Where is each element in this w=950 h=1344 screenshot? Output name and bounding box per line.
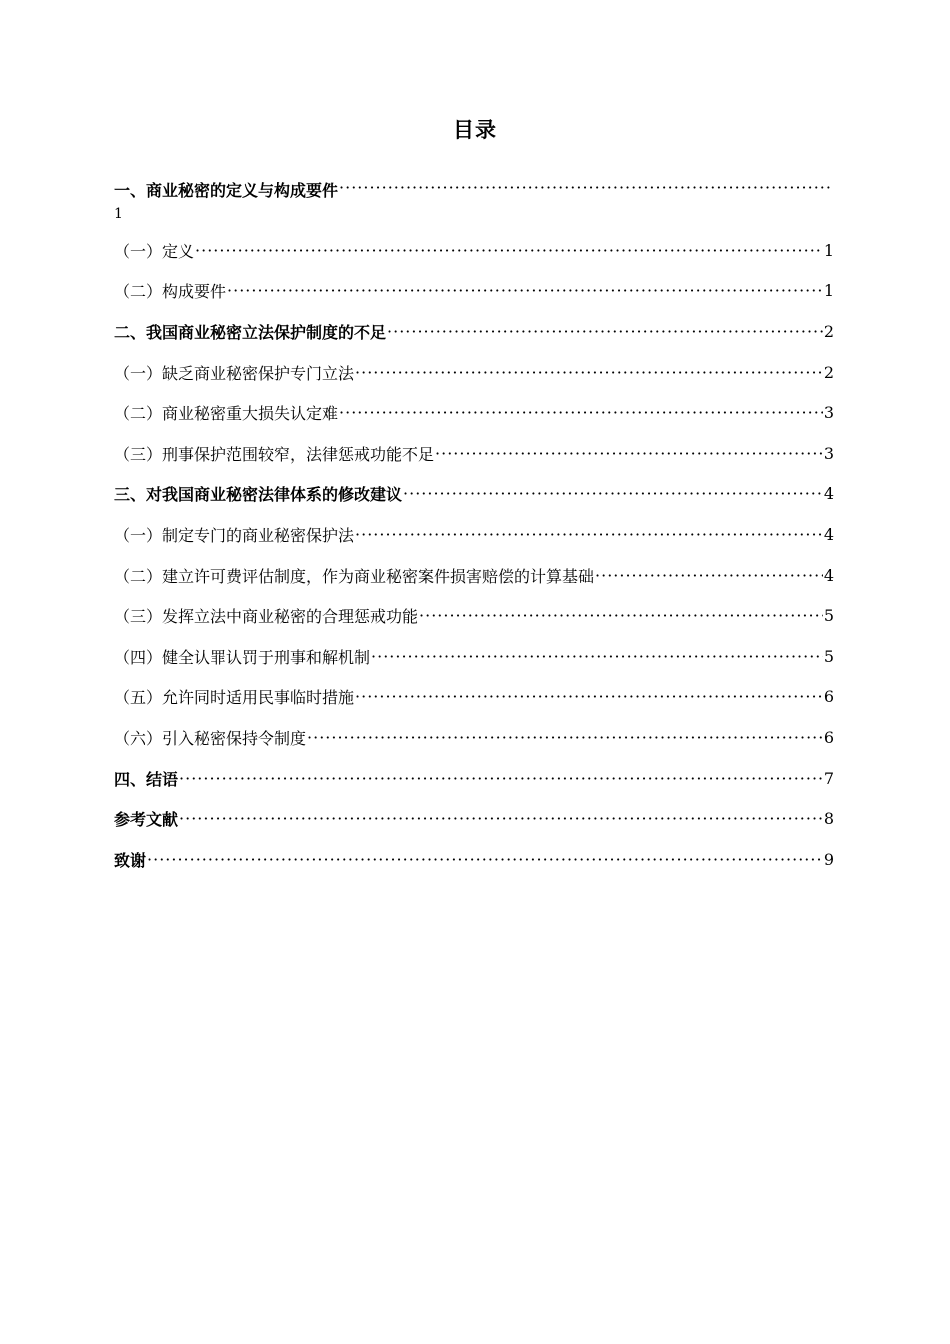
dot-leader (147, 850, 823, 869)
dot-leader (195, 241, 823, 260)
dot-leader (387, 322, 823, 341)
toc-entry[interactable] (114, 839, 834, 880)
toc-entry-page: 9 (823, 849, 834, 869)
toc-entry-text: （三）刑事保护范围较窄，法律惩戒功能不足 (114, 444, 435, 464)
toc-entry-page: 4 (823, 524, 834, 544)
toc-entry[interactable] (114, 271, 834, 312)
toc-entry-page: 1 (114, 206, 123, 222)
toc-entry-text: （二）构成要件 (114, 282, 227, 302)
toc-entry[interactable] (114, 636, 834, 677)
dot-leader (339, 403, 823, 422)
dot-leader (339, 178, 833, 197)
dot-leader (307, 728, 823, 747)
toc-entry-page: 3 (823, 443, 834, 463)
toc-entry-page: 4 (823, 484, 834, 504)
toc-entry-text: 四、结语 (114, 769, 179, 789)
toc-entry-page: 6 (823, 727, 834, 747)
dot-leader (179, 769, 823, 788)
table-of-contents (114, 172, 834, 880)
dot-leader (435, 444, 823, 463)
toc-entry-text: 三、对我国商业秘密法律体系的修改建议 (114, 485, 403, 505)
toc-entry-page: 4 (823, 565, 834, 585)
toc-entry-page: 2 (823, 362, 834, 382)
dot-leader (419, 606, 823, 625)
toc-entry[interactable] (114, 758, 834, 799)
dot-leader (371, 647, 823, 666)
toc-entry-page: 1 (823, 240, 834, 260)
dot-leader (227, 281, 823, 300)
toc-entry[interactable] (114, 514, 834, 555)
toc-entry-text: （一）定义 (114, 241, 195, 261)
toc-entry-text: （四）健全认罪认罚于刑事和解机制 (114, 647, 371, 667)
toc-entry-text: （五）允许同时适用民事临时措施 (114, 688, 355, 708)
toc-entry-page: 6 (823, 687, 834, 707)
toc-entry-text: 二、我国商业秘密立法保护制度的不足 (114, 322, 387, 342)
dot-leader (355, 363, 823, 382)
toc-entry-text: 参考文献 (114, 810, 179, 830)
toc-entry[interactable] (114, 352, 834, 393)
toc-entry-text: （一）制定专门的商业秘密保护法 (114, 525, 355, 545)
toc-entry-page: 2 (823, 321, 834, 341)
toc-entry-page: 3 (823, 403, 834, 423)
toc-entry-page: 8 (823, 809, 834, 829)
toc-entry-text: （三）发挥立法中商业秘密的合理惩戒功能 (114, 607, 419, 627)
toc-entry[interactable] (114, 230, 834, 271)
dot-leader (355, 687, 823, 706)
dot-leader (403, 484, 823, 503)
toc-entry[interactable] (114, 433, 834, 474)
toc-entry[interactable] (114, 595, 834, 636)
toc-entry[interactable] (114, 172, 834, 230)
dot-leader (355, 525, 823, 544)
toc-entry-page: 5 (823, 646, 834, 666)
toc-entry-text: （二）商业秘密重大损失认定难 (114, 404, 339, 424)
toc-entry[interactable] (114, 798, 834, 839)
dot-leader (179, 809, 823, 828)
toc-entry-text: （二）建立许可费评估制度，作为商业秘密案件损害赔偿的计算基础 (114, 566, 595, 586)
toc-entry-text: 一、商业秘密的定义与构成要件 (114, 181, 339, 200)
dot-leader (595, 566, 823, 585)
toc-entry[interactable] (114, 717, 834, 758)
toc-entry-text: 致谢 (114, 850, 147, 870)
toc-entry[interactable] (114, 311, 834, 352)
toc-entry-page: 5 (823, 606, 834, 626)
toc-title: 目录 (453, 118, 497, 142)
toc-entry[interactable] (114, 392, 834, 433)
toc-entry[interactable] (114, 474, 834, 515)
toc-entry-page: 7 (823, 768, 834, 788)
toc-entry[interactable] (114, 555, 834, 596)
toc-entry[interactable] (114, 677, 834, 718)
toc-entry-text: （一）缺乏商业秘密保护专门立法 (114, 363, 355, 383)
toc-entry-page: 1 (823, 281, 834, 301)
toc-entry-text: （六）引入秘密保持令制度 (114, 728, 307, 748)
